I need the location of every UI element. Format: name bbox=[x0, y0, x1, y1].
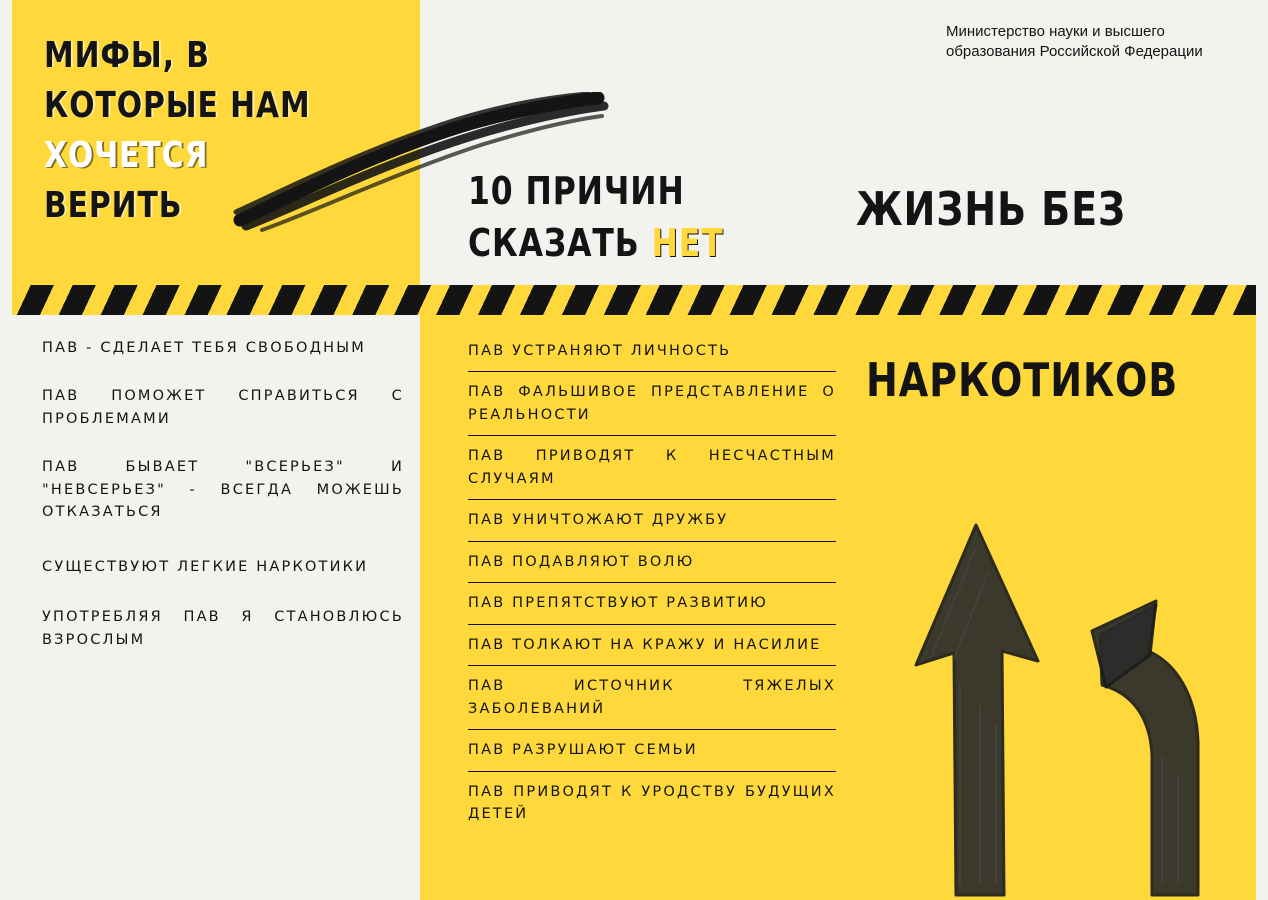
reason-item: ПАВ ФАЛЬШИВОЕ ПРЕДСТАВЛЕНИЕ О РЕАЛЬНОСТИ bbox=[468, 372, 836, 436]
reason-item: ПАВ ИСТОЧНИК ТЯЖЕЛЫХ ЗАБОЛЕВАНИЙ bbox=[468, 666, 836, 730]
life-heading-line-1: ЖИЗНЬ БЕЗ bbox=[856, 182, 1127, 236]
reason-item: ПАВ ПОДАВЛЯЮТ ВОЛЮ bbox=[468, 542, 836, 583]
reason-item: ПАВ УСТРАНЯЮТ ЛИЧНОСТЬ bbox=[468, 331, 836, 372]
myths-heading bbox=[44, 35, 414, 238]
reasons-heading-prefix: СКАЗАТЬ bbox=[468, 221, 652, 265]
life-heading bbox=[856, 182, 1256, 236]
reason-item: ПАВ ПРИВОДЯТ К УРОДСТВУ БУДУЩИХ ДЕТЕЙ bbox=[468, 783, 836, 823]
myth-item: ПАВ ПОМОЖЕТ СПРАВИТЬСЯ С ПРОБЛЕМАМИ bbox=[42, 388, 404, 427]
myths-heading-line-1: МИФЫ, В bbox=[44, 35, 210, 76]
reason-item: ПАВ РАЗРУШАЮТ СЕМЬИ bbox=[468, 730, 836, 771]
myths-heading-line-2: КОТОРЫЕ НАМ bbox=[44, 85, 311, 126]
reasons-heading-accent: НЕТ bbox=[651, 221, 724, 265]
reasons-heading-line-1: 10 ПРИЧИН bbox=[468, 169, 685, 213]
drugs-heading bbox=[866, 353, 1256, 407]
myth-item: СУЩЕСТВУЮТ ЛЕГКИЕ НАРКОТИКИ bbox=[42, 558, 369, 575]
myth-item: ПАВ - СДЕЛАЕТ ТЕБЯ СВОБОДНЫМ bbox=[42, 340, 366, 356]
myth-item: УПОТРЕБЛЯЯ ПАВ Я СТАНОВЛЮСЬ ВЗРОСЛЫМ bbox=[42, 609, 404, 648]
reasons-list bbox=[420, 315, 856, 835]
reason-item: ПАВ ТОЛКАЮТ НА КРАЖУ И НАСИЛИЕ bbox=[468, 625, 836, 666]
life-heading-line-2: НАРКОТИКОВ bbox=[866, 353, 1179, 407]
reasons-heading-line-2 bbox=[468, 221, 818, 265]
ministry-line-2: образования Российской Федерации bbox=[946, 43, 1203, 61]
ministry-line-1: Министерство науки и высшего bbox=[946, 23, 1165, 40]
reason-item: ПАВ ПРИВОДЯТ К НЕСЧАСТНЫМ СЛУЧАЯМ bbox=[468, 436, 836, 500]
reason-item: ПАВ УНИЧТОЖАЮТ ДРУЖБУ bbox=[468, 500, 836, 541]
myths-heading-line-3: ХОЧЕТСЯ bbox=[44, 135, 209, 176]
ministry-credit bbox=[946, 22, 1246, 63]
hazard-stripe-divider bbox=[12, 285, 1256, 315]
myths-list bbox=[12, 315, 420, 677]
myths-heading-line-4: ВЕРИТЬ bbox=[44, 185, 183, 226]
myth-item: ПАВ БЫВАЕТ "ВСЕРЬЕЗ" И "НЕВСЕРЬЕЗ" - ВСЕГДА МОЖЕШЬ ОТКАЗАТЬСЯ bbox=[42, 459, 404, 521]
reasons-heading bbox=[468, 169, 848, 276]
reason-item: ПАВ ПРЕПЯТСТВУЮТ РАЗВИТИЮ bbox=[468, 583, 836, 624]
